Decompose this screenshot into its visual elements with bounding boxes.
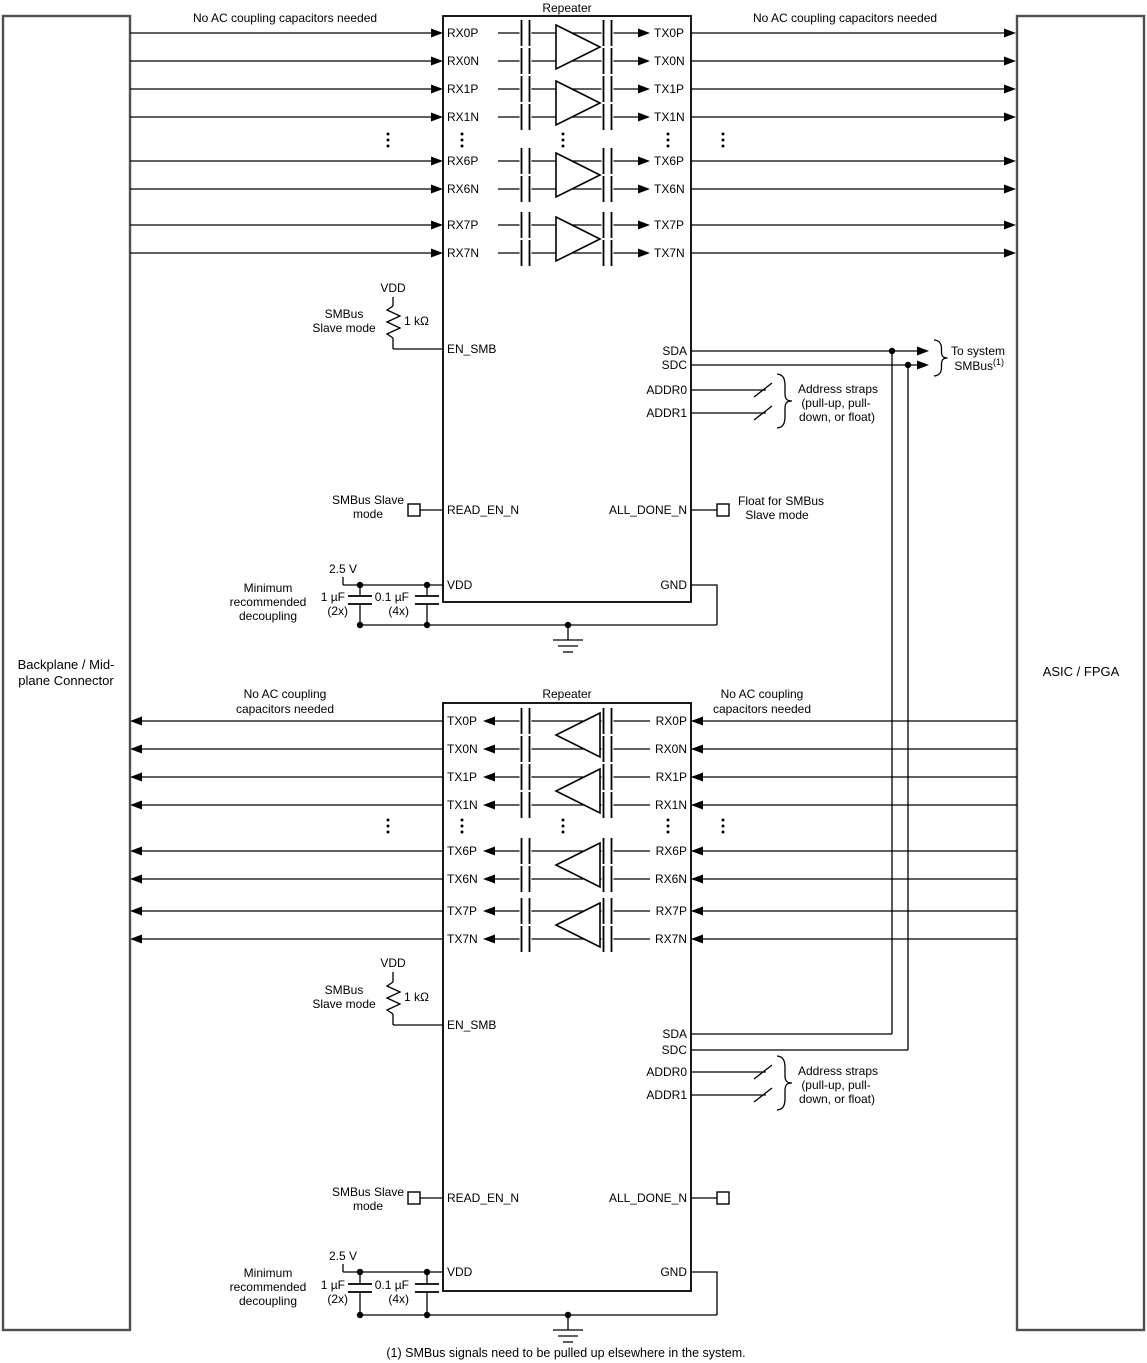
pin-label: TX6P — [447, 844, 478, 858]
pin-label-addr0: ADDR0 — [646, 383, 687, 397]
ground-icon — [553, 1315, 583, 1342]
repeater1-smbus — [662, 340, 1005, 1050]
pin-label: RX6P — [655, 844, 687, 858]
vertical-ellipsis-icon — [722, 133, 725, 148]
pin-label: TX1N — [654, 110, 685, 124]
brace-icon — [934, 340, 948, 376]
pin-label: TX0N — [447, 742, 478, 756]
vertical-ellipsis-icon — [461, 133, 464, 148]
pin-label: TX1P — [654, 82, 685, 96]
pin-label-vdd: VDD — [447, 1265, 473, 1279]
no-ac-note-bottom-left: capacitors needed — [235, 702, 335, 716]
capacitor-icon — [415, 1272, 439, 1315]
address-straps-note: down, or float) — [798, 1092, 876, 1106]
pin-label: RX1N — [447, 110, 480, 124]
pin-label: TX1P — [447, 770, 478, 784]
pin-label-vdd: VDD — [447, 578, 473, 592]
no-ac-note-bottom-right: capacitors needed — [712, 702, 812, 716]
pin-label: RX7N — [654, 932, 687, 946]
vdd-net-label: VDD — [380, 956, 406, 970]
float-pad-icon — [408, 504, 420, 516]
pin-label: RX6N — [447, 182, 480, 196]
pin-label: RX6N — [654, 872, 687, 886]
backplane-label-line1: Backplane / Mid- — [17, 657, 115, 672]
capacitor-icon — [348, 585, 372, 625]
no-ac-note-top-left: No AC coupling capacitors needed — [192, 11, 378, 25]
pin-label: RX0P — [655, 714, 687, 728]
pin-label-gnd: GND — [660, 578, 687, 592]
vertical-ellipsis-icon — [562, 819, 565, 834]
float-pad-icon — [408, 1192, 420, 1204]
supply-voltage-label: 2.5 V — [328, 562, 358, 576]
repeater1-title: Repeater — [542, 1, 592, 15]
address-straps-note: down, or float) — [798, 410, 876, 424]
address-straps-note: (pull-up, pull- — [801, 396, 871, 410]
cap-count: (4x) — [388, 1292, 409, 1306]
pin-label: TX0N — [654, 54, 685, 68]
capacitor-icon — [415, 585, 439, 625]
smbus-slave-mode-note: SMBus Slave — [331, 493, 405, 507]
vdd-net-label: VDD — [380, 281, 406, 295]
pin-label: TX7P — [654, 218, 685, 232]
pin-label: RX1P — [447, 82, 479, 96]
pin-label: TX6N — [654, 182, 685, 196]
pin-label-read-en-n: READ_EN_N — [447, 503, 520, 517]
resistor-icon — [387, 306, 400, 338]
pin-label-sda: SDA — [662, 1027, 687, 1041]
pin-label-gnd: GND — [660, 1265, 687, 1279]
decoupling-note: recommended — [229, 1280, 307, 1294]
to-system-smbus-note: To system — [950, 344, 1006, 358]
pin-label-read-en-n: READ_EN_N — [447, 1191, 520, 1205]
resistor-icon — [387, 982, 400, 1014]
pin-label: TX7N — [654, 246, 685, 260]
pin-label-en-smb: EN_SMB — [447, 342, 497, 356]
vertical-ellipsis-icon — [387, 133, 390, 148]
pin-label: TX6N — [447, 872, 478, 886]
cap-value: 1 µF — [320, 590, 345, 604]
smbus-slave-mode-note: SMBus Slave — [331, 1185, 405, 1199]
decoupling-note: recommended — [229, 595, 307, 609]
decoupling-note: decoupling — [238, 609, 298, 623]
pin-label: RX7N — [447, 246, 480, 260]
pin-label-addr1: ADDR1 — [646, 406, 687, 420]
pin-label: TX0P — [447, 714, 478, 728]
pin-label: RX0P — [447, 26, 479, 40]
float-pad-icon — [717, 1192, 729, 1204]
no-ac-note-bottom-left: No AC coupling — [243, 687, 327, 701]
ground-icon — [553, 625, 583, 652]
pin-label-sdc: SDC — [661, 358, 687, 372]
address-straps-note: Address straps — [797, 1064, 879, 1078]
backplane-label-line2: plane Connector — [18, 673, 114, 688]
cap-count: (2x) — [327, 1292, 348, 1306]
pin-label: TX7P — [447, 904, 478, 918]
vertical-ellipsis-icon — [667, 133, 670, 148]
float-pad-icon — [717, 504, 729, 516]
no-ac-note-bottom-right: No AC coupling — [720, 687, 804, 701]
resistor-value: 1 kΩ — [404, 990, 429, 1004]
float-note: Slave mode — [745, 508, 809, 522]
pin-label: RX1P — [655, 770, 687, 784]
pin-label-sda: SDA — [662, 344, 687, 358]
vertical-ellipsis-icon — [667, 819, 670, 834]
pin-label-addr0: ADDR0 — [646, 1065, 687, 1079]
pin-label: RX6P — [447, 154, 479, 168]
to-system-smbus-note: SMBus — [954, 359, 993, 373]
pin-label: RX7P — [447, 218, 479, 232]
pin-label-en-smb: EN_SMB — [447, 1018, 497, 1032]
footnote: (1) SMBus signals need to be pulled up elsewhere in the system. — [386, 1346, 746, 1360]
pin-label: TX6P — [654, 154, 685, 168]
pin-label: TX7N — [447, 932, 478, 946]
supply-voltage-label: 2.5 V — [328, 1249, 358, 1263]
address-straps-note: Address straps — [797, 382, 879, 396]
pin-label-addr1: ADDR1 — [646, 1088, 687, 1102]
decoupling-note: Minimum — [243, 1266, 293, 1280]
pin-label-all-done-n: ALL_DONE_N — [608, 503, 687, 517]
smbus-slave-mode-note: Slave mode — [312, 321, 376, 335]
asic-fpga-label: ASIC / FPGA — [1042, 664, 1120, 679]
repeater2-smbus — [662, 1027, 908, 1057]
pin-label: RX7P — [655, 904, 687, 918]
smbus-slave-mode-note: SMBus — [324, 983, 364, 997]
decoupling-note: decoupling — [238, 1294, 298, 1308]
float-note: Float for SMBus — [737, 494, 825, 508]
vertical-ellipsis-icon — [461, 819, 464, 834]
vertical-ellipsis-icon — [387, 819, 390, 834]
cap-count: (2x) — [327, 604, 348, 618]
address-straps-note: (pull-up, pull- — [801, 1078, 871, 1092]
brace-icon — [777, 374, 792, 428]
resistor-value: 1 kΩ — [404, 314, 429, 328]
pin-label: RX1N — [654, 798, 687, 812]
no-ac-note-top-right: No AC coupling capacitors needed — [752, 11, 938, 25]
pin-label: RX0N — [447, 54, 480, 68]
smbus-slave-mode-note: SMBus — [324, 307, 364, 321]
vertical-ellipsis-icon — [722, 819, 725, 834]
cap-count: (4x) — [388, 604, 409, 618]
brace-icon — [777, 1056, 792, 1110]
smbus-slave-mode-note: mode — [352, 1199, 384, 1213]
repeater2-title: Repeater — [542, 687, 592, 701]
footnote-ref: (1) — [993, 357, 1004, 367]
cap-value: 1 µF — [320, 1278, 345, 1292]
decoupling-note: Minimum — [243, 581, 293, 595]
smbus-slave-mode-note: Slave mode — [312, 997, 376, 1011]
cap-value: 0.1 µF — [374, 1278, 409, 1292]
capacitor-icon — [348, 1272, 372, 1315]
pin-label: TX0P — [654, 26, 685, 40]
pin-label-all-done-n: ALL_DONE_N — [608, 1191, 687, 1205]
vertical-ellipsis-icon — [562, 133, 565, 148]
pin-label-sdc: SDC — [661, 1043, 687, 1057]
pin-label: TX1N — [447, 798, 478, 812]
pin-label: RX0N — [654, 742, 687, 756]
smbus-slave-mode-note: mode — [352, 507, 384, 521]
cap-value: 0.1 µF — [374, 590, 409, 604]
